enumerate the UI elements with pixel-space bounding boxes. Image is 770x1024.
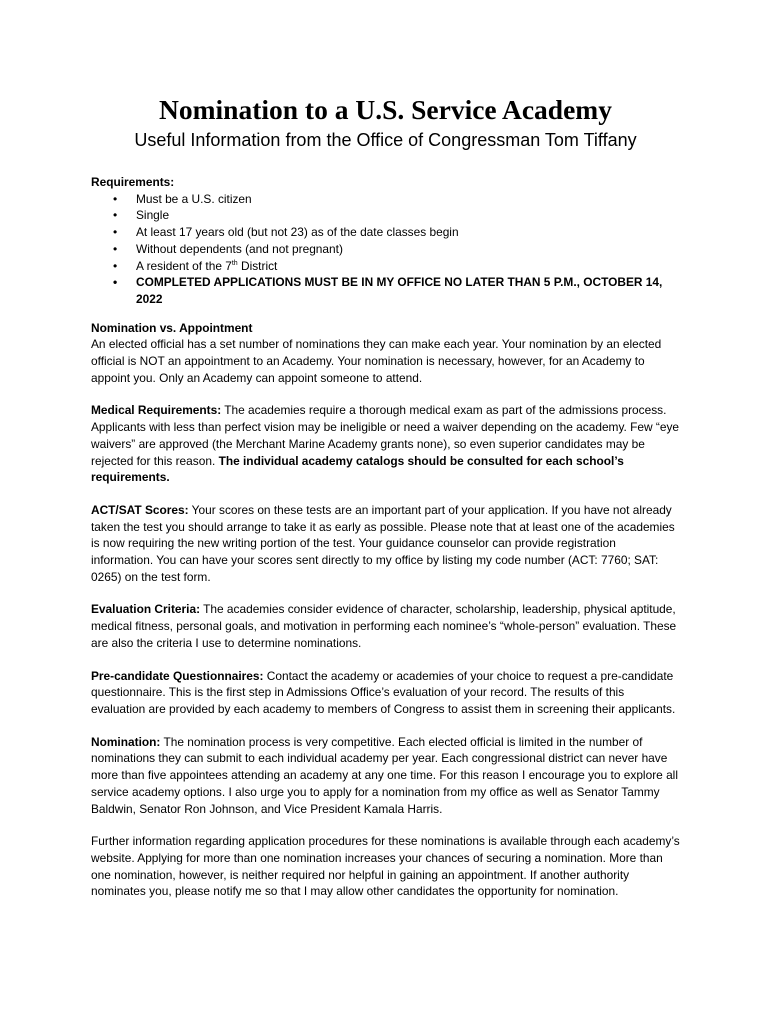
bullet-icon: • xyxy=(113,258,118,273)
section-heading: Nomination vs. Appointment xyxy=(91,320,253,335)
section-nomination-vs-appointment xyxy=(91,320,680,387)
bullet-icon: • xyxy=(113,275,118,290)
section-medical xyxy=(91,402,680,486)
requirement-item: • Single xyxy=(113,208,170,223)
section-text: Contact the academy or academies of your choice to request a pre-candidate questionnaire. This is the first step in Admissions Office’s evaluation of your record. The results of this evaluation are provided by each academy to members of Congress to assist them in screening their applicants. xyxy=(91,668,676,716)
section-emphasis: The individual academy catalogs should be consulted for each school’s requirements. xyxy=(91,453,624,485)
document-subtitle: Useful Information from the Office of Congressman Tom Tiffany xyxy=(134,130,637,150)
section-text: Your scores on these tests are an important part of your application. If you have not already taken the test you should arrange to take it as early as possible. Please note that at least one of the academies is now requiring the new writing portion of the test. Your guidance counselor can provide registration information. You can have your scores sent directly to my office by listing my code number (ACT: 7760; SAT: 0265) on the test form. xyxy=(91,502,675,584)
requirement-item-resident: • A resident of the 7th District xyxy=(113,258,278,273)
section-heading: Evaluation Criteria: xyxy=(91,602,201,617)
section-further-information: Further information regarding application procedures for these nominations is available through each academy’s website. Applying for more than one nomination increases your chances of securing a nomination. More than one nomination, however, is neither required nor helpful in gaining an appointment. If another authority nominates you, please notify me so that I may allow other candidates the opportunity for nomination. xyxy=(91,834,680,899)
requirements-heading: Requirements: xyxy=(91,175,175,189)
section-text: The academies consider evidence of character, scholarship, leadership, physical aptitude, medical fitness, personal goals, and motivation in performing each nominee’s “whole-person” evaluation. These are also the criteria I use to determine nominations. xyxy=(91,602,677,650)
section-heading: Medical Requirements: xyxy=(91,403,222,418)
requirement-item: • Without dependents (and not pregnant) xyxy=(113,241,343,256)
bullet-icon: • xyxy=(113,225,118,240)
section-act-sat xyxy=(91,502,680,586)
requirement-item: • Must be a U.S. citizen xyxy=(113,191,252,206)
document-body xyxy=(91,174,680,900)
section-text: The nomination process is very competitive. Each elected official is limited in the number of nominations they can submit to each individual academy per year. Each congressional district can never have more than five appointees attending an academy at any one time. For this reason I encourage you to explore all service academy options. I also urge you to apply for a nomination from my office as well as Senator Tammy Baldwin, Senator Ron Johnson, and Vice President Kamala Harris. xyxy=(91,734,678,816)
requirement-item: • At least 17 years old (but not 23) as of the date classes begin xyxy=(113,225,459,240)
document-title: Nomination to a U.S. Service Academy xyxy=(159,94,612,125)
section-heading: ACT/SAT Scores: xyxy=(91,502,189,517)
section-nomination xyxy=(91,734,680,818)
section-text: An elected official has a set number of nominations they can make each year. Your nomination by an elected official is NOT an appointment to an Academy. Your nomination is necessary, however, for an Academy to appoint you. Only an Academy can appoint someone to attend. xyxy=(91,337,662,385)
bullet-icon: • xyxy=(113,241,118,256)
section-precandidate xyxy=(91,668,680,718)
section-evaluation xyxy=(91,601,680,651)
section-heading: Pre-candidate Questionnaires: xyxy=(91,668,264,683)
requirement-deadline: • COMPLETED APPLICATIONS MUST BE IN MY OFFICE NO LATER THAN 5 P.M., OCTOBER 14, 2022 xyxy=(113,275,663,306)
requirements-list xyxy=(91,191,680,308)
section-text: The academies require a thorough medical exam as part of the admissions process. Applicants with less than perfect vision may be ineligible or need a waiver depending on the academy. Few “eye waivers” are approved (the Merchant Marine Academy grants none), so even superior candidates may be rejected for this reason. xyxy=(91,403,680,468)
section-heading: Nomination: xyxy=(91,734,161,749)
bullet-icon: • xyxy=(113,191,118,206)
bullet-icon: • xyxy=(113,208,118,223)
